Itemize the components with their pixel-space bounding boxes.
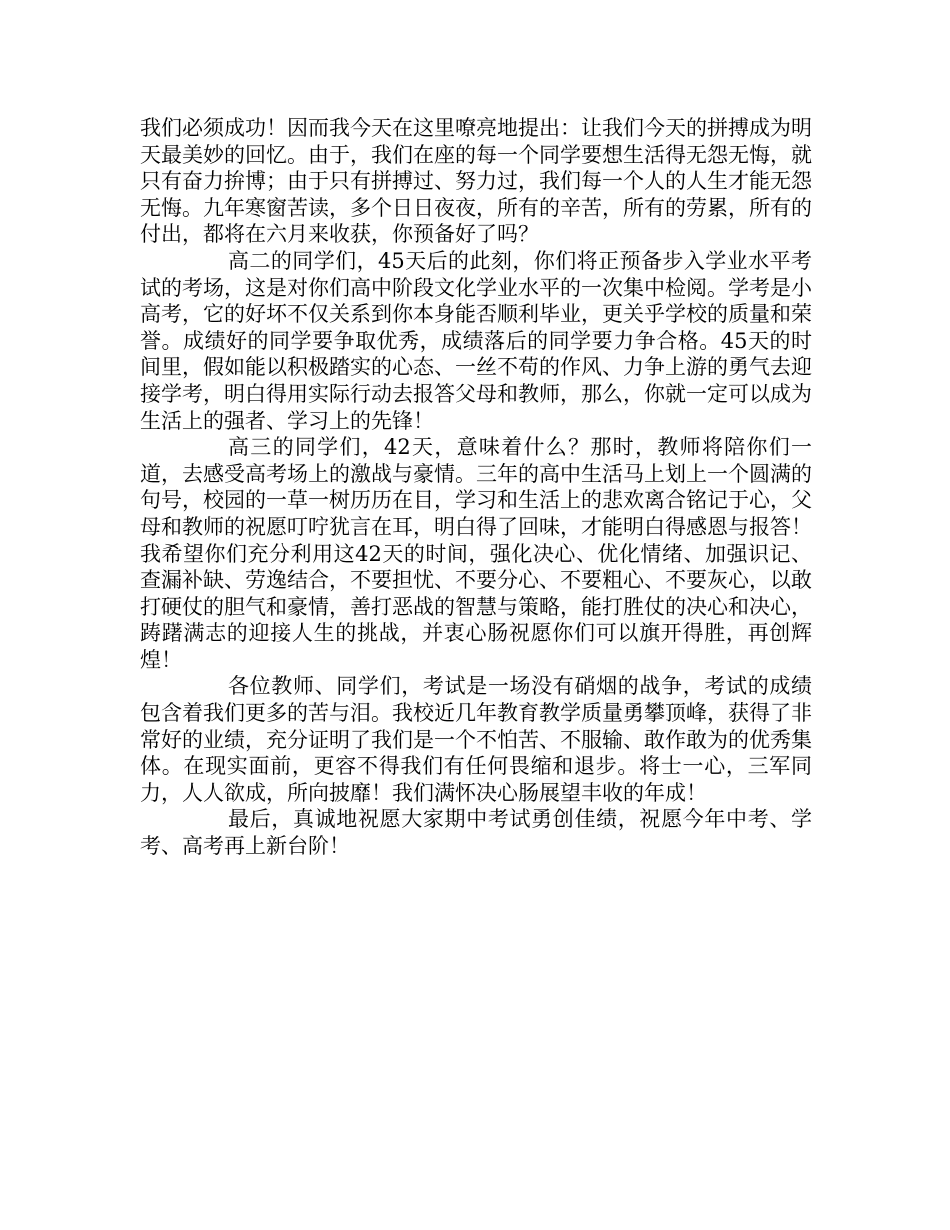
paragraph-4: 各位教师、同学们，考试是一场没有硝烟的战争，考试的成绩包含着我们更多的苦与泪。我校近几年教育教学质量勇攀顶峰，获得了非常好的业绩，充分证明了我们是一个不怕苦、不服输、敢作敢为的优秀集体。在现实面前，更容不得我们有任何畏缩和退步。将士一心，三军同力，人人欲成，所向披靡！我们满怀决心肠展望丰收的年成！ bbox=[140, 674, 812, 805]
paragraph-5: 最后，真诚地祝愿大家期中考试勇创佳绩，祝愿今年中考、学考、高考再上新台阶！ bbox=[140, 807, 812, 859]
paragraph-3: 高三的同学们，42天，意味着什么？那时，教师将陪你们一道，去感受高考场上的激战与豪情。三年的高中生活马上划上一个圆满的句号，校园的一草一树历历在目，学习和生活上的悲欢离合铭记于心，父母和教师的祝愿叮咛犹言在耳，明白得了回味，才能明白得感恩与报答！我希望你们充分利用这42天的时间，强化决心、优化情绪、加强识记、查漏补缺、劳逸结合，不要担忧、不要分心、不要粗心、不要灰心，以敢打硬仗的胆气和豪情，善打恶战的智慧与策略，能打胜仗的决心和决心，踌躇满志的迎接人生的挑战，并衷心肠祝愿你们可以旗开得胜，再创辉煌！ bbox=[140, 435, 812, 672]
paragraph-2: 高二的同学们，45天后的此刻，你们将正预备步入学业水平考试的考场，这是对你们高中阶段文化学业水平的一次集中检阅。学考是小高考，它的好坏不仅关系到你本身能否顺利毕业，更关乎学校的质量和荣誉。成绩好的同学要争取优秀，成绩落后的同学要力争合格。45天的时间里，假如能以积极踏实的心态、一丝不苟的作风、力争上游的勇气去迎接学考，明白得用实际行动去报答父母和教师，那么，你就一定可以成为生活上的强者、学习上的先锋！ bbox=[140, 248, 812, 433]
paragraph-1: 我们必须成功！因而我今天在这里嘹亮地提出：让我们今天的拼搏成为明天最美妙的回忆。由于，我们在座的每一个同学要想生活得无怨无悔，就只有奋力拚博；由于只有拼搏过、努力过，我们每一个人的人生才能无怨无悔。九年寒窗苦读，多个日日夜夜，所有的辛苦，所有的劳累，所有的付出，都将在六月来收获，你预备好了吗？ bbox=[140, 116, 812, 247]
document-body bbox=[140, 115, 812, 860]
